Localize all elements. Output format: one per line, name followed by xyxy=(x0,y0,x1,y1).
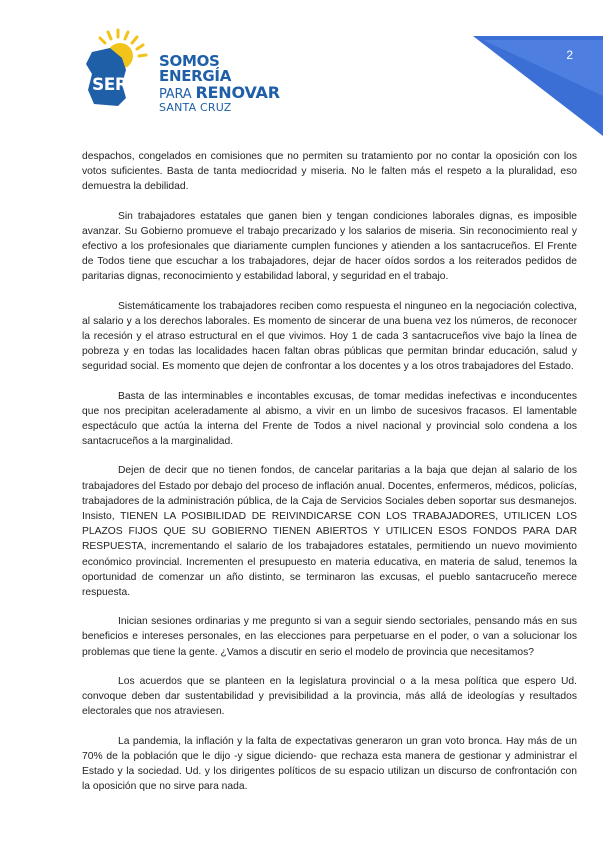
brand-line-2-prefix: PARA xyxy=(159,87,192,102)
santa-cruz-map-sun-icon xyxy=(82,28,162,108)
page-number: 2 xyxy=(566,48,573,62)
corner-decoration xyxy=(473,36,603,136)
brand-line-1: SOMOS ENERGÍA xyxy=(159,52,231,85)
brand-line-3: SANTA CRUZ xyxy=(159,101,232,114)
paragraph: Dejen de decir que no tienen fondos, de cancelar paritarias a la baja que dejan al salario de los trabajadores del Estado por debajo del proceso de inflación anual. Docentes, enfermeros, médicos, policías, trabajadores de la administración pública, de la Caja de Servicios Sociales deben soportar sus desmanejos. Insisto, TIENEN LA POSIBILIDAD DE REIVINDICARSE CON LOS TRABAJADORES, UTILICEN LOS PLAZOS FIJOS QUE SU GOBIERNO TIENEN ABIERTOS Y UTILICEN ESOS FONDOS PARA DAR RESPUESTA, incrementando el salario de los trabajadores estatales, permitiendo un nuevo movimiento económico provincial. Incrementen el presupuesto en materia educativa, en materia de salud, tenemos la oportunidad de comenzar un año distinto, se terminaron las excusas, el pueblo santacruceño merece respuesta. xyxy=(82,465,577,599)
paragraph: Sistemáticamente los trabajadores reciben como respuesta el ninguneo en la negociación colectiva, al salario y a los derechos laborales. Es momento de sincerar de una buena vez los números, de reconocer la recesión y el atraso estructural en el que vivimos. Hoy 1 de cada 3 santacruceños vive bajo la línea de pobreza y en todas las localidades hacen faltan obras públicas que permitan brindar educación, salud y seguridad social. Es momento que dejen de confrontar a los docentes y a los otros trabajadores del Estado. xyxy=(82,300,577,373)
logo-ser-text: SER xyxy=(92,75,128,95)
letter-body xyxy=(82,149,577,808)
ser-logo xyxy=(82,28,282,114)
paragraph: Basta de las interminables e incontables excusas, de tomar medidas inefectivas e inconducentes que nos precipitan aceleradamente al abismo, a vivir en un limbo de sucesivos fracasos. El lamentable espectáculo que actúa la interna del Frente de Todos a nivel nacional y provincial solo condena a los santacruceños a la marginalidad. xyxy=(82,390,577,448)
paragraph: Los acuerdos que se planteen en la legislatura provincial o a la mesa política que espero Ud. convoque deben dar sustentabilidad y previsibilidad a la provincia, más allá de ideologías y resultados electorales que nos atraviesen. xyxy=(82,675,577,718)
brand-line-2-emphasis: RENOVAR xyxy=(195,83,280,102)
brand-text xyxy=(159,54,282,113)
brand-line-2 xyxy=(159,85,282,101)
paragraph: Inician sesiones ordinarias y me pregunto si van a seguir siendo sectoriales, pensando más en sus beneficios e intereses personales, en las elecciones para perpetuarse en el poder, o van a solucionar los problemas que tiene la gente. ¿Vamos a discutir en serio el modelo de provincia que necesitamos? xyxy=(82,616,577,658)
paragraph: La pandemia, la inflación y la falta de expectativas generaron un gran voto bronca. Hay más de un 70% de la población que le dijo -y sigue diciendo- que rechaza esta manera de gestionar y administrar el Estado y la sociedad. Ud. y los dirigentes políticos de su espacio utilizan un discurso de confrontación con la oposición que no sirve para nada. xyxy=(82,735,577,793)
paragraph: Sin trabajadores estatales que ganen bien y tengan condiciones laborales dignas, es imposible avanzar. Su Gobierno promueve el trabajo precarizado y los salarios de miseria. Sin reconocimiento real y efectivo a los profesionales que diariamente cumplen funciones y atienden a los santacruceños. El Frente de Todos tiene que escuchar a los trabajadores, dejar de hacer oídos sordos a los reiterados pedidos de paritarias dignas, reconocimiento y estabilidad laboral, y seguridad en el trabajo. xyxy=(82,210,577,283)
paragraph: despachos, congelados en comisiones que no permiten su tratamiento por no contar la oposición con los votos suficientes. Basta de tanta mediocridad y miseria. No le falten más el respeto a la pluralidad, eso demuestra la debilidad. xyxy=(82,151,577,193)
